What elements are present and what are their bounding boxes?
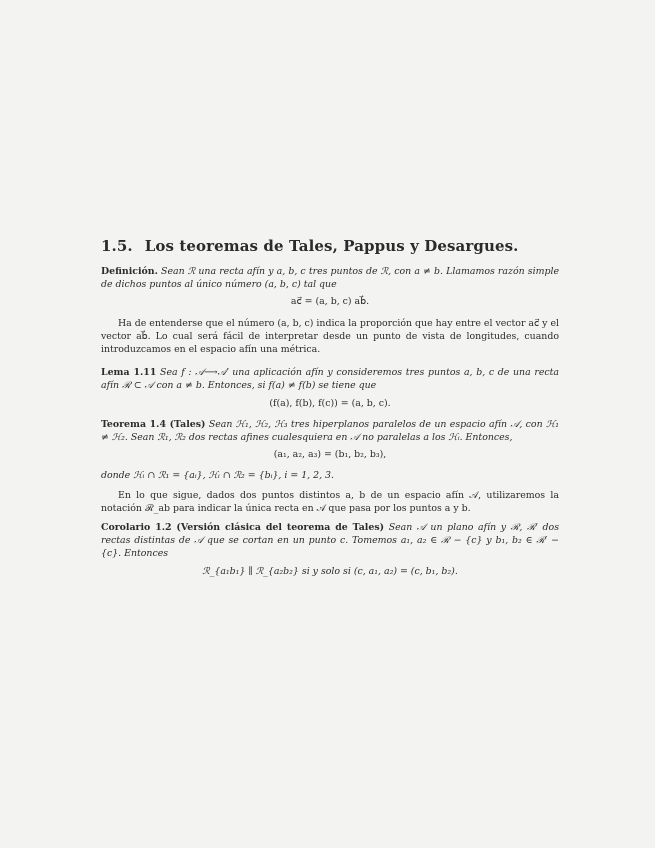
theorem-label: Teorema 1.4 (Tales) xyxy=(101,418,206,430)
theorem-text: Sean ℋ₁, ℋ₂, ℋ₃ tres hiperplanos paralelos de un espacio afín 𝒜, con ℋ₁ ≠ ℋ₂. Sean ℛ₁, ℛ₂ dos rectas afines cualesquiera en 𝒜 no paralelas a los ℋᵢ. Entonces, xyxy=(101,418,559,444)
spacer xyxy=(101,356,559,366)
theorem-equation: (a₁, a₂, a₃) = (b₁, b₂, b₃), xyxy=(273,449,387,461)
page-content xyxy=(101,237,559,586)
definition-text: Sean ℛ una recta afín y a, b, c tres puntos de ℛ, con a ≠ b. Llamamos razón simple de dichos puntos al único número (a, b, c) tal que xyxy=(101,266,560,291)
theorem-block xyxy=(101,418,559,444)
corollary-text: Sean 𝒜 un plano afín y ℛ, ℛ′ dos rectas distintas de 𝒜 que se cortan en un punto c. Tomemos a₁, a₂ ∈ ℛ − {c} y b₁, b₂ ∈ ℛ′ − {c}. Entonces xyxy=(101,522,560,560)
section-heading xyxy=(101,237,559,255)
lemma-text: Sea f : 𝒜⟶𝒜′ una aplicación afín y consideremos tres puntos a, b, c de una recta afín ℛ ⊂ 𝒜 con a ≠ b. Entonces, si f(a) ≠ f(b) se tiene que xyxy=(101,367,560,392)
section-title: Los teoremas de Tales, Pappus y Desargues. xyxy=(144,237,519,255)
paragraph-interpretation: Ha de entenderse que el número (a, b, c) indica la proporción que hay entre el vector ac⃗ y el vector ab⃗. Lo cual será fácil de interpretar desde un punto de vista de longitudes, cuando introduzcamos en el espacio afín una métrica. xyxy=(101,317,559,356)
paragraph-notation: En lo que sigue, dados dos puntos distintos a, b de un espacio afín 𝒜, utilizaremos la notación ℛ_ab para indicar la única recta en 𝒜 que pasa por los puntos a y b. xyxy=(101,489,559,514)
corollary-label: Corolario 1.2 (Versión clásica del teorema de Tales) xyxy=(101,522,385,534)
corollary-block xyxy=(101,521,559,561)
corollary-equation: ℛ_{a₁b₁} ∥ ℛ_{a₂b₂} si y solo si (c, a₁, a₂) = (c, b₁, b₂). xyxy=(202,565,458,577)
lemma-label: Lema 1.11 xyxy=(101,367,157,379)
theorem-after: donde ℋᵢ ∩ ℛ₁ = {aᵢ}, ℋᵢ ∩ ℛ₂ = {bᵢ}, i = 1, 2, 3. xyxy=(101,470,335,482)
definition-block xyxy=(101,265,559,291)
lemma-equation: (f(a), f(b), f(c)) = (a, b, c). xyxy=(269,397,391,409)
definition-equation: ac⃗ = (a, b, c) ab⃗. xyxy=(290,296,370,308)
definition-label: Definición. xyxy=(101,266,158,277)
section-number: 1.5. xyxy=(101,237,133,255)
lemma-block xyxy=(101,366,559,392)
